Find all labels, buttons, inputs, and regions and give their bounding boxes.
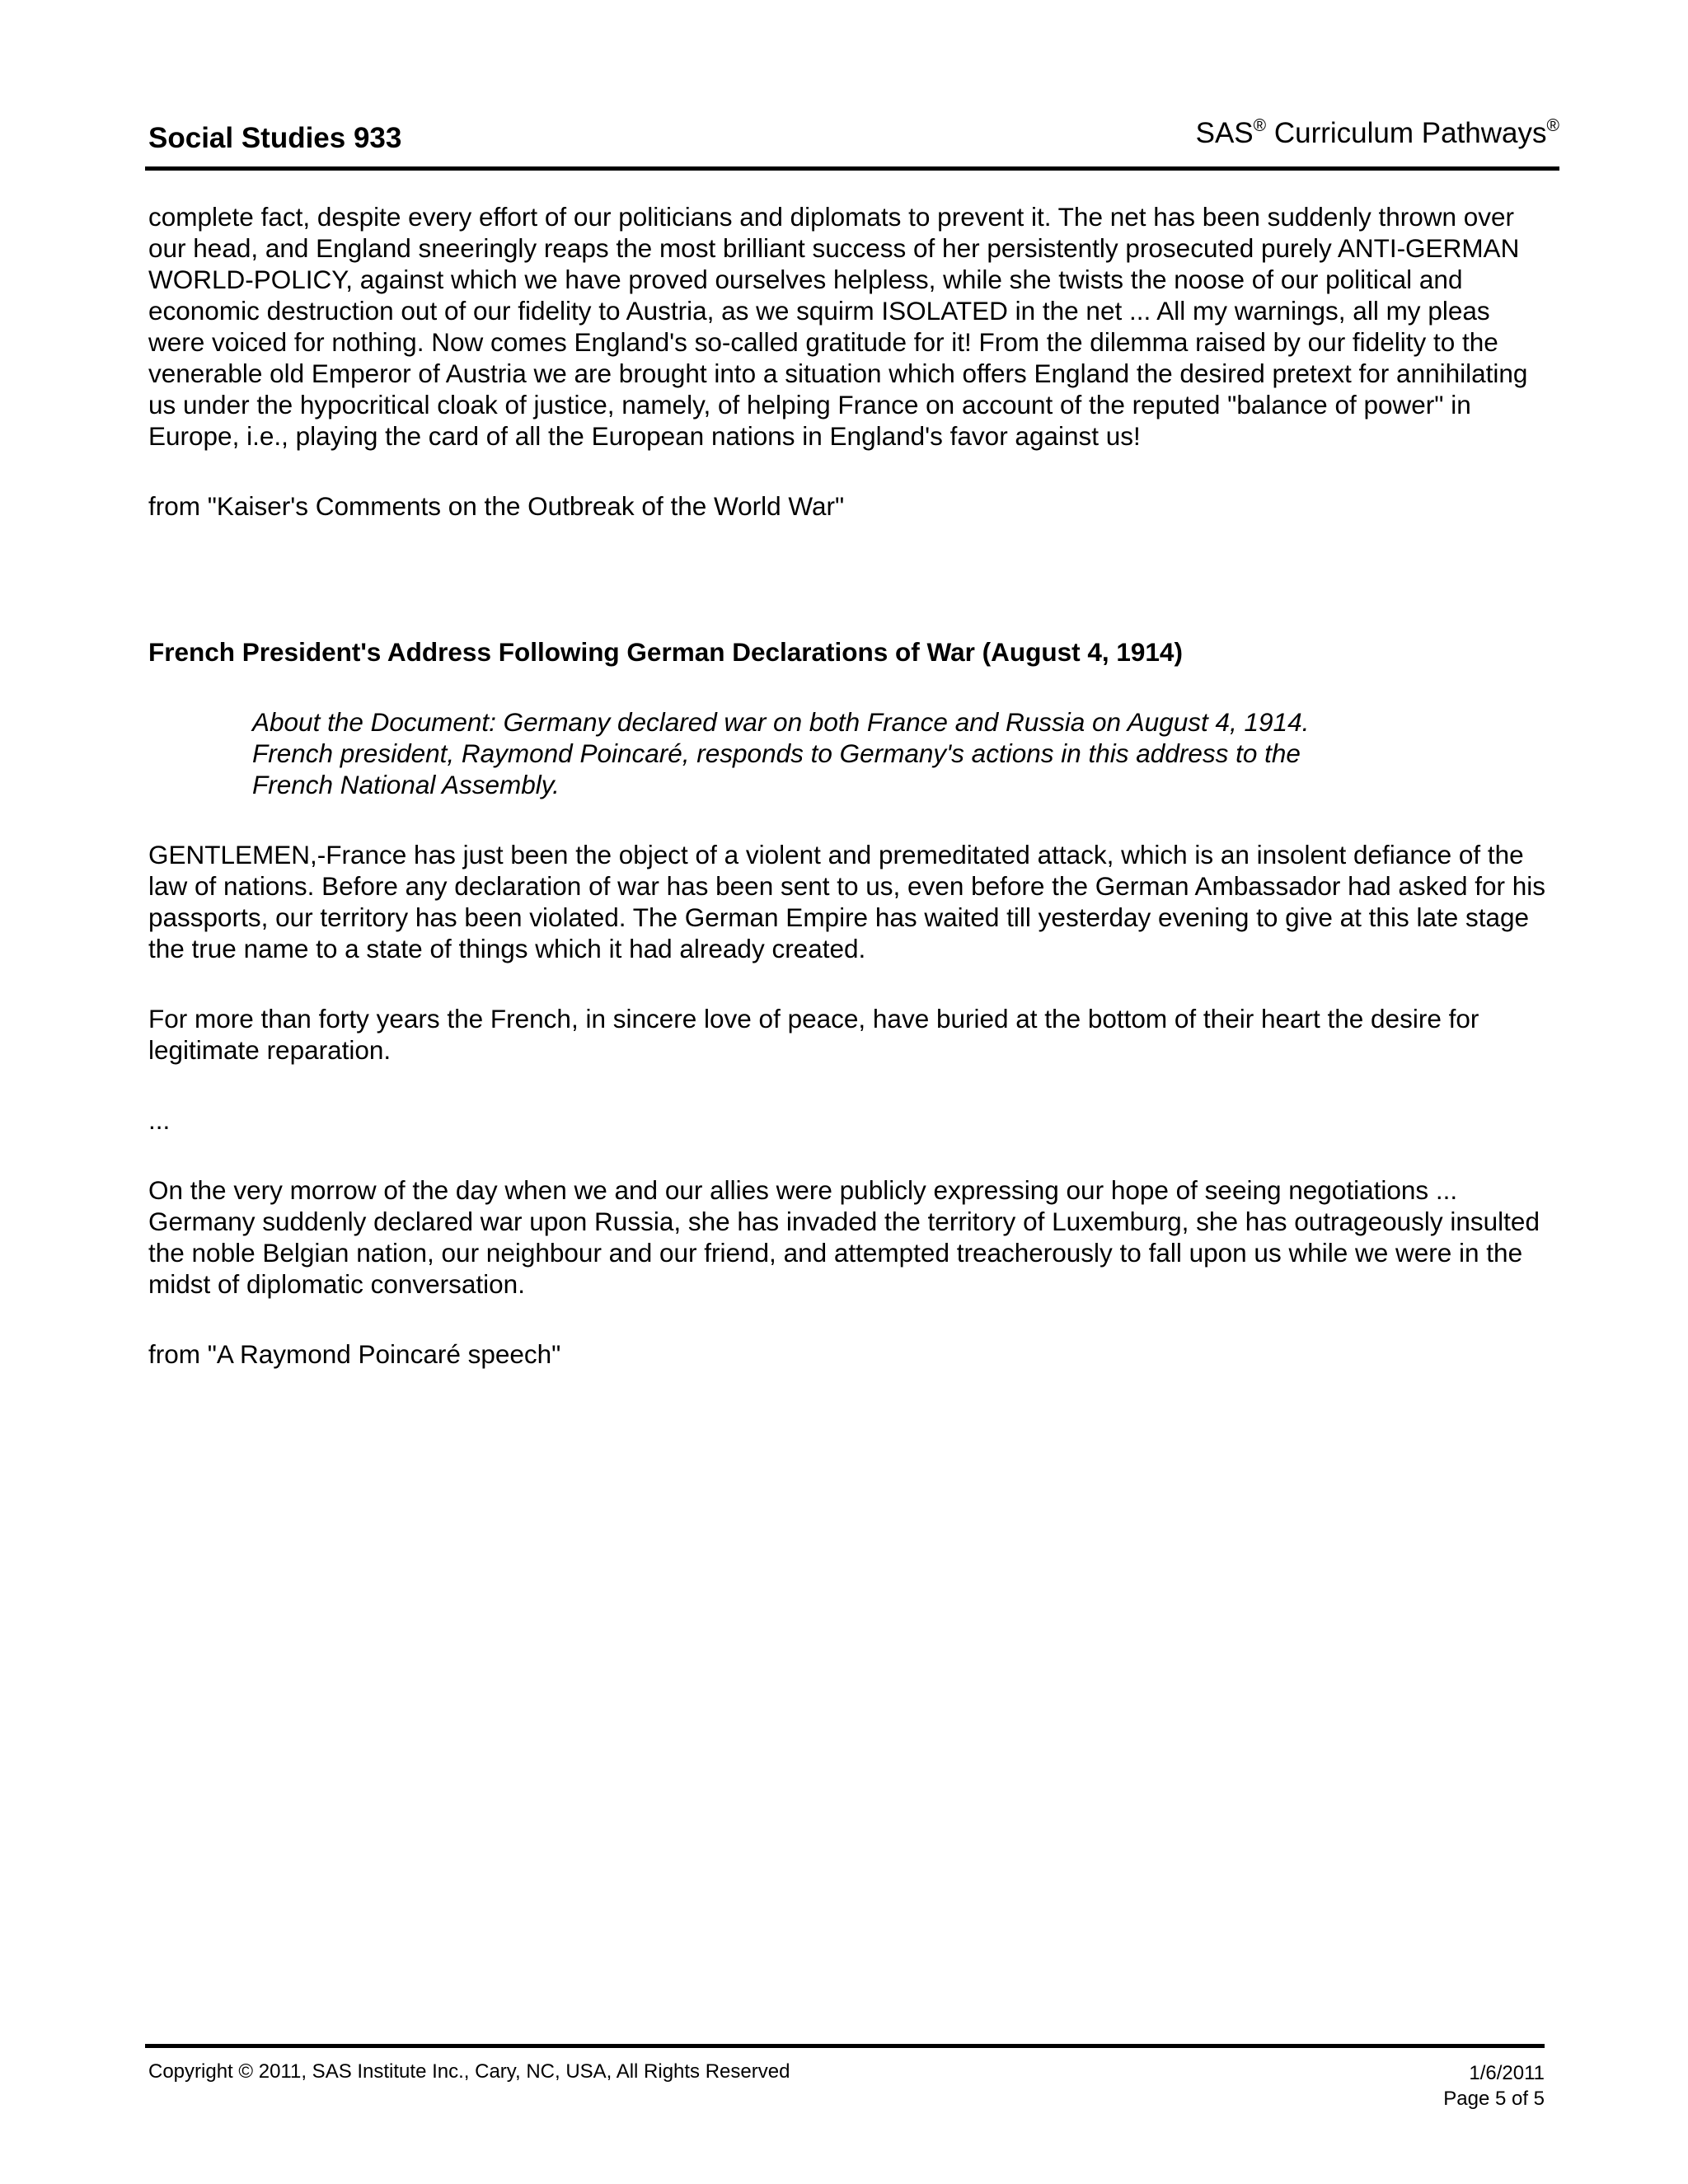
brand-name: SAS bbox=[1195, 117, 1254, 149]
registered-mark: ® bbox=[1546, 116, 1559, 135]
registered-mark: ® bbox=[1253, 116, 1267, 135]
kaiser-source: from "Kaiser's Comments on the Outbreak of the World War" bbox=[148, 491, 845, 521]
section-spacer bbox=[148, 560, 1550, 636]
speech-paragraph-3: On the very morrow of the day when we and our allies were publicly expressing our hope of seeing negotiations ... Germany suddenly declared war upon Russia, she has invaded the territory of Luxemburg, she has outrageously insulted the noble Belgian nation, our neighbour and our friend, and attempted treacherously to fall upon us while we were in the midst of diplomatic conversation. bbox=[148, 1175, 1540, 1299]
speech-paragraph-2: For more than forty years the French, in sincere love of peace, have buried at the bottom of their heart the desire for legitimate reparation. bbox=[148, 1004, 1479, 1065]
about-document: About the Document: Germany declared war on both France and Russia on August 4, 1914. French president, Raymond Poincaré, responds to Germany's actions in this address to the French National Assembly. bbox=[252, 707, 1310, 799]
copyright-notice: Copyright © 2011, SAS Institute Inc., Cary, NC, USA, All Rights Reserved bbox=[148, 2060, 790, 2083]
brand-title bbox=[1196, 117, 1559, 150]
section-title: French President's Address Following German Declarations of War (August 4, 1914) bbox=[148, 637, 1183, 667]
document-body bbox=[148, 201, 1550, 1408]
kaiser-excerpt: complete fact, despite every effort of our politicians and diplomats to prevent it. The net has been suddenly thrown over our head, and England sneeringly reaps the most brilliant success of her persistently prosecuted purely ANTI-GERMAN WORLD-POLICY, against which we have proved ourselves helpless, while she twists the noose of our political and economic destruction out of our fidelity to Austria, as we squirm ISOLATED in the net ... All my warnings, all my pleas were voiced for nothing. Now comes England's so-called gratitude for it! From the dilemma raised by our fidelity to the venerable old Emperor of Austria we are brought into a situation which offers England the desired pretext for annihilating us under the hypocritical cloak of justice, namely, of helping France on account of the reputed "balance of power" in Europe, i.e., playing the card of all the European nations in England's favor against us! bbox=[148, 202, 1528, 451]
footer-date: 1/6/2011 bbox=[1469, 2062, 1545, 2084]
brand-product: Curriculum Pathways bbox=[1266, 117, 1547, 149]
page-header bbox=[148, 115, 1559, 157]
page-number: Page 5 of 5 bbox=[1443, 2088, 1545, 2110]
speech-paragraph-1: GENTLEMEN,-France has just been the object of a violent and premeditated attack, which is an insolent defiance of the law of nations. Before any declaration of war has been sent to us, even before the German Ambassador had asked for his passports, our territory has been violated. The German Empire has waited till yesterday evening to give at this late stage the true name to a state of things which it had already created. bbox=[148, 840, 1546, 963]
course-title: Social Studies 933 bbox=[148, 122, 402, 154]
poincare-source: from "A Raymond Poincaré speech" bbox=[148, 1339, 561, 1369]
header-divider bbox=[145, 166, 1559, 171]
footer-meta bbox=[1443, 2060, 1545, 2111]
omission-ellipsis: ... bbox=[148, 1105, 171, 1135]
footer-divider bbox=[145, 2044, 1545, 2048]
